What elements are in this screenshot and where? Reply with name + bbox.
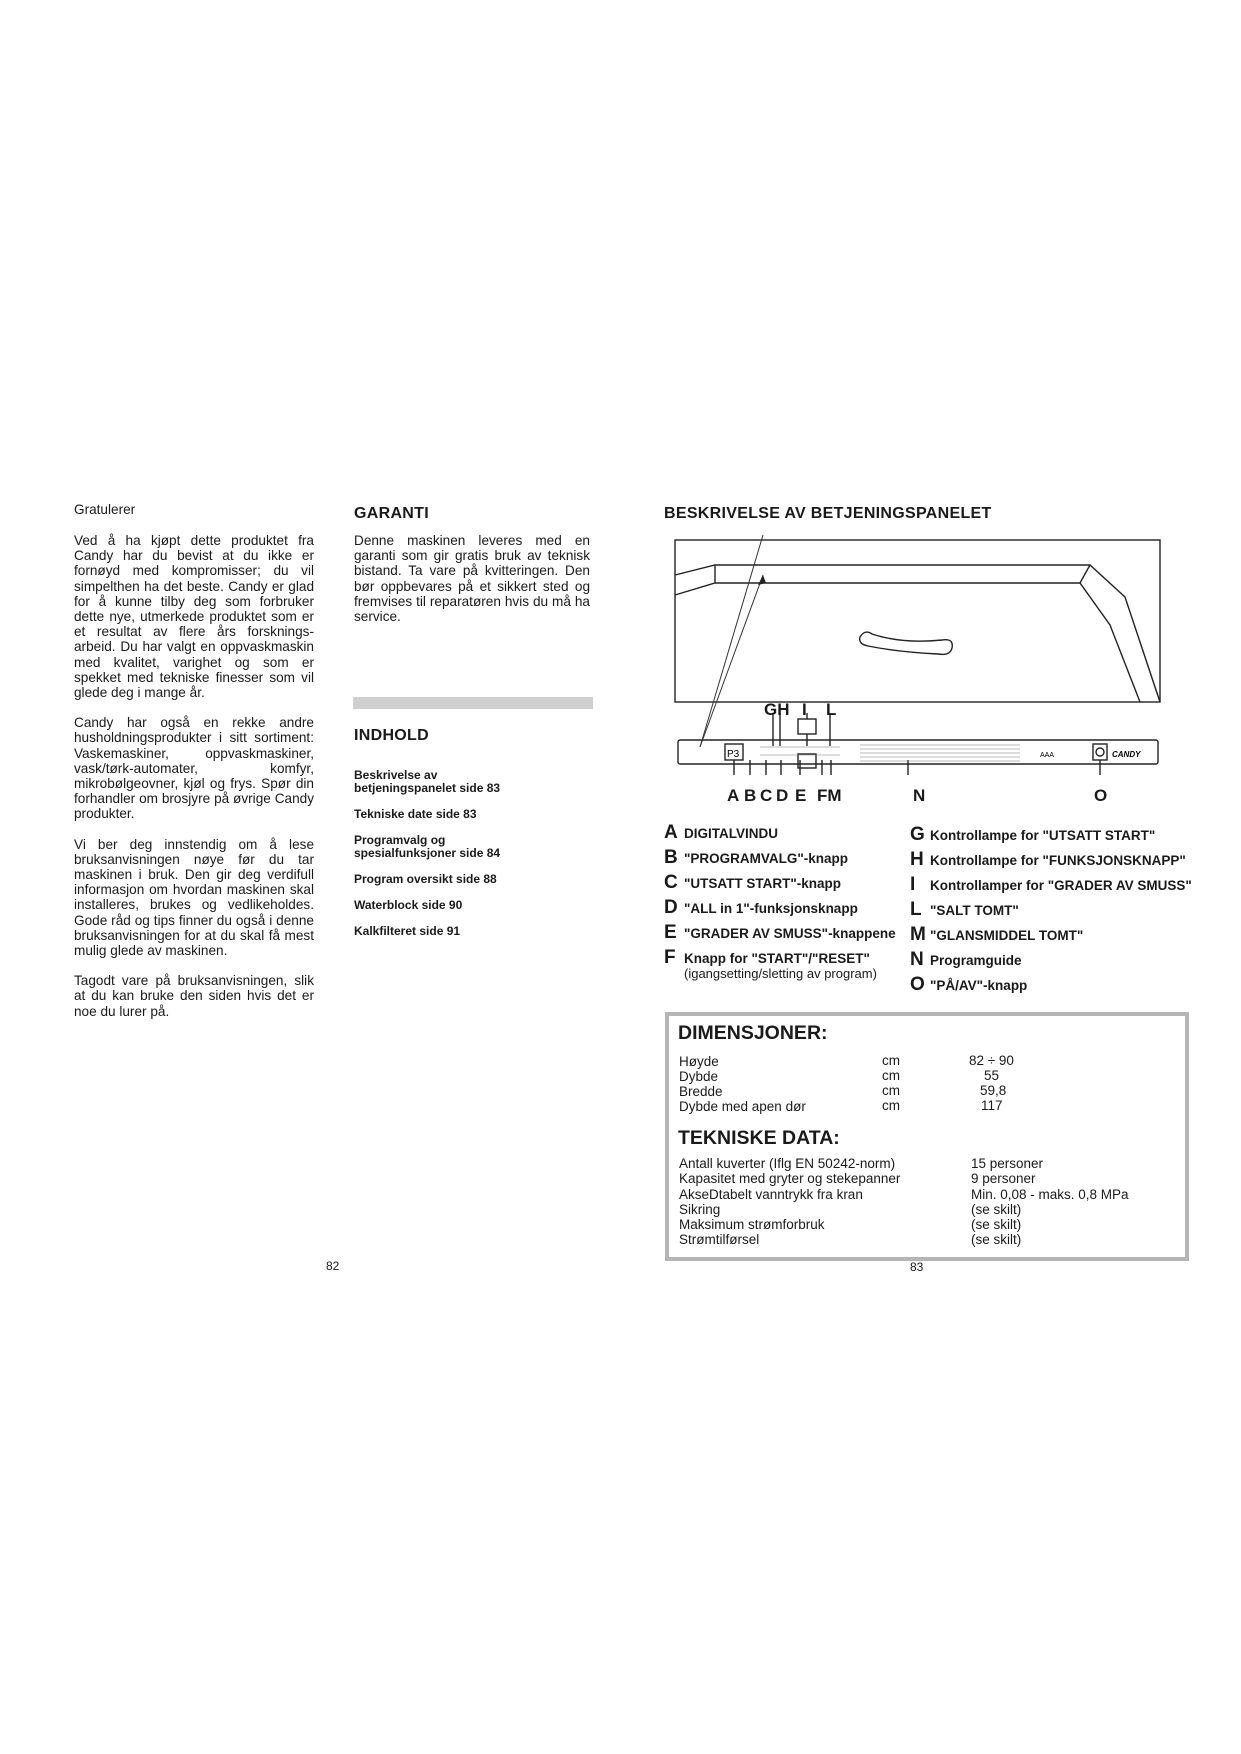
legend-letter: L [910,899,922,920]
legend-text: DIGITALVINDU [684,826,778,841]
dishwasher-panel-diagram [660,535,1170,775]
guarantee-text: Denne maskinen leveres med en garanti som gir gratis bruk av teknisk bistand. Ta vare på kvitteringen. Den bør oppbevares på et sikkert sted og fremvises til reparatøren hvis du må ha service. [354,533,590,625]
dimension-label: Dybde [679,1069,719,1084]
specifications-box [665,1012,1189,1261]
legend-f-sub: (igangsetting/sletting av program) [684,966,877,981]
legend-text: Kontrollampe for "FUNKSJONSKNAPP" [930,853,1186,868]
toc-item[interactable]: Program oversikt side 88 [354,872,497,886]
dimension-unit: cm [882,1068,900,1083]
energy-label: AAA [1040,752,1055,759]
section-divider [353,697,593,709]
legend-letter: E [664,922,677,943]
label-b: B [744,786,757,805]
legend-text: Knapp for "START"/"RESET" [684,951,870,966]
technical-value: Min. 0,08 - maks. 0,8 MPa [971,1186,1129,1202]
legend-text: Kontrollampe for "UTSATT START" [930,828,1156,843]
toc-item[interactable]: Tekniske date side 83 [354,807,477,821]
legend-text: "SALT TOMT" [930,903,1019,918]
legend-l [910,899,1019,921]
toc-item[interactable]: Waterblock side 90 [354,898,463,912]
dimension-label: Høyde [679,1054,719,1069]
intro-paragraph-1: Ved å ha kjøpt dette produktet fra Candy har du bevist at du ikke er fornøyd med kompromisser; du vil simpelthen ha det beste. Candy er glad for å kunne tilby deg som forbruker dette nye, utmerkede produktet som er et resultat av flere års forsknings-arbeid. Du har valgt en oppvaskmaskin med kvalitet, varighet og som er spekket med tekniske finesser som vil glede deg i mange år. [74,533,314,701]
intro-paragraph-4: Tagodt vare på bruksanvisningen, slik at du kan bruke den siden hvis det er noe du lurer på. [74,973,314,1019]
technical-title: TEKNISKE DATA: [678,1127,840,1149]
greeting: Gratulerer [74,502,136,517]
toc-item[interactable]: Beskrivelse av betjeningspanelet side 83 [354,768,501,795]
dimension-value: 117 [981,1098,1003,1113]
technical-value: 9 personer [971,1171,1036,1187]
legend-b [664,847,848,869]
power-button [1093,744,1107,760]
technical-value: 15 personer [971,1156,1044,1171]
legend-text: "PÅ/AV"-knapp [930,978,1028,993]
dimension-value: 55 [984,1068,1000,1083]
legend-e [664,922,896,944]
legend-text: "ALL in 1"-funksjonsknapp [684,901,858,916]
legend-letter: H [910,849,924,870]
legend-i [910,874,1192,896]
technical-values [971,1156,1129,1248]
legend-letter: A [664,822,678,843]
technical-label: Sikring [679,1201,721,1217]
legend-text: "UTSATT START"-knapp [684,876,842,891]
label-o: O [1094,786,1108,805]
guarantee-title: GARANTI [354,505,429,522]
label-gh: GH [764,700,790,719]
technical-label: Antall kuverter (Iflg EN 50242-norm) [679,1156,896,1171]
legend-letter: G [910,824,925,845]
label-c: C [760,786,773,805]
contents-list [354,769,534,951]
legend-letter: F [664,947,676,968]
legend-letter: B [664,847,678,868]
door-inner-edge [675,583,1140,702]
brand-logo: CANDY [1112,750,1141,759]
label-a: A [727,786,740,805]
legend-letter: M [910,924,926,945]
dimension-label: Bredde [679,1084,723,1099]
door-handle [860,632,953,654]
technical-label: Kapasitet med gryter og stekepanner [679,1171,901,1187]
toc-item[interactable]: Programvalg og spesialfunksjoner side 84 [354,833,501,860]
dimensions-title: DIMENSJONER: [678,1022,828,1044]
label-fm: FM [817,786,842,805]
display-text: P3 [727,749,740,760]
legend-m [910,924,1083,946]
legend-text: Programguide [930,953,1022,968]
legend-letter: D [664,897,678,918]
legend-text: "GRADER AV SMUSS"-knappene [684,926,896,941]
dimension-value: 82 ÷ 90 [969,1053,1014,1068]
intro-paragraph-3: Vi ber deg innstendig om å lese bruksanvisningen nøye før du tar maskinen i bruk. Den gir deg verdifull informasjon om hvordan maskinen skal installeres, brukes og vedlikeholdes. Gode råd og tips finner du også i denne bruksanvisningen for at du skal få mest mulig glede av maskinen. [74,836,314,959]
label-n: N [913,786,926,805]
legend-n [910,949,1022,971]
page-number-left: 82 [326,1259,340,1273]
legend-text: "PROGRAMVALG"-knapp [684,851,849,866]
label-e: E [795,786,807,805]
legend-a [664,822,778,844]
technical-value: (se skilt) [971,1217,1022,1233]
legend-text: "GLANSMIDDEL TOMT" [930,928,1084,943]
legend-letter: O [910,974,925,995]
door-frame [675,540,1160,702]
page-number-right: 83 [910,1260,924,1274]
legend-letter: N [910,949,924,970]
contents-title: INDHOLD [354,727,429,744]
dimension-unit: cm [882,1053,900,1068]
label-i: I [802,700,807,719]
legend-o [910,974,1027,996]
panel-description-title: BESKRIVELSE AV BETJENINGSPANELET [664,505,992,522]
dimension-unit: cm [882,1098,900,1113]
legend-text: Kontrollamper for "GRADER AV SMUSS" [930,878,1192,893]
label-l: L [826,700,837,719]
label-d: D [776,786,789,805]
technical-label: Strømtilførsel [679,1232,760,1248]
technical-label: Maksimum strømforbruk [679,1217,825,1233]
dimension-label: Dybde med apen dør [679,1099,806,1114]
legend-d [664,897,858,919]
technical-value: (se skilt) [971,1232,1022,1248]
dimension-unit: cm [882,1083,900,1098]
intro-paragraph-2: Candy har også en rekke andre husholdningsprodukter i sitt sortiment: Vaskemaskiner, oppvaskmaskiner, vask/tørk-automater, komfyr, mikrobølgeovner, kjøl og frys. Spør din forhandler om brosjyre på øvrige Candy produkter. [74,715,314,822]
legend-h [910,849,1186,871]
legend-c [664,872,841,894]
technical-labels [679,1156,900,1248]
intro-column [74,533,314,1019]
technical-value: (se skilt) [971,1201,1022,1217]
dimension-value: 59,8 [980,1083,1007,1098]
technical-label: AkseDtabelt vanntrykk fra kran [679,1186,863,1202]
legend-letter: I [910,874,916,895]
legend-letter: C [664,872,678,893]
legend-g [910,824,1155,846]
toc-item[interactable]: Kalkfilteret side 91 [354,924,461,938]
